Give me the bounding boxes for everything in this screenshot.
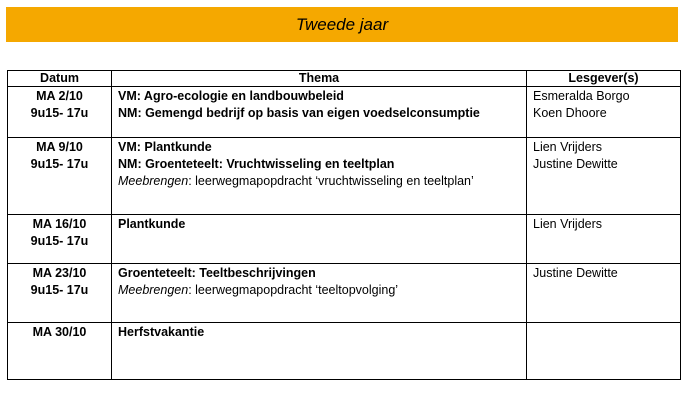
banner-title: Tweede jaar	[295, 14, 389, 34]
time-text: 9u15- 17u	[30, 234, 89, 248]
bring-line	[118, 282, 520, 299]
date-cell	[8, 87, 112, 138]
theme-cell	[112, 264, 527, 323]
teacher-name: Lien Vrijders	[533, 217, 603, 231]
theme-line: VM: Plantkunde	[118, 140, 212, 154]
teacher-cell	[527, 264, 681, 323]
date-text: MA 2/10	[36, 89, 83, 103]
teacher-cell	[527, 87, 681, 138]
date-text: MA 23/10	[32, 266, 87, 280]
bring-label: Meebrengen	[118, 283, 189, 297]
teacher-name: Lien Vrijders	[533, 140, 603, 154]
bring-line	[118, 173, 520, 190]
bring-label: Meebrengen	[118, 174, 189, 188]
bring-text: : leerwegmapopdracht ‘teeltopvolging’	[188, 283, 399, 297]
teacher-name: Justine Dewitte	[533, 266, 618, 280]
date-cell	[8, 323, 112, 380]
theme-line: NM: Groenteteelt: Vruchtwisseling en teeltplan	[118, 157, 395, 171]
teacher-cell	[527, 215, 681, 264]
teacher-name: Esmeralda Borgo	[533, 89, 630, 103]
date-cell	[8, 215, 112, 264]
table-row	[8, 87, 681, 138]
schedule-table	[7, 70, 681, 380]
theme-cell	[112, 323, 527, 380]
table-row	[8, 264, 681, 323]
teacher-cell	[527, 138, 681, 215]
theme-line: Groenteteelt: Teeltbeschrijvingen	[118, 266, 316, 280]
theme-cell	[112, 138, 527, 215]
time-text: 9u15- 17u	[30, 106, 89, 120]
table-row	[8, 215, 681, 264]
teacher-name: Justine Dewitte	[533, 157, 618, 171]
teacher-name: Koen Dhoore	[533, 106, 607, 120]
time-text: 9u15- 17u	[30, 283, 89, 297]
header-row	[8, 71, 681, 87]
theme-cell	[112, 215, 527, 264]
theme-line: Plantkunde	[118, 217, 186, 231]
bring-text: : leerwegmapopdracht ‘vruchtwisseling en teeltplan’	[188, 174, 474, 188]
date-text: MA 9/10	[36, 140, 83, 154]
header-theme: Thema	[112, 71, 527, 87]
table-row	[8, 323, 681, 380]
theme-line: Herfstvakantie	[118, 325, 205, 339]
header-date: Datum	[8, 71, 112, 87]
banner	[6, 7, 678, 42]
date-cell	[8, 264, 112, 323]
teacher-cell	[527, 323, 681, 380]
date-cell	[8, 138, 112, 215]
time-text: 9u15- 17u	[30, 157, 89, 171]
theme-line: NM: Gemengd bedrijf op basis van eigen voedselconsumptie	[118, 106, 480, 120]
date-text: MA 16/10	[32, 217, 87, 231]
table-row	[8, 138, 681, 215]
date-text: MA 30/10	[32, 325, 87, 339]
theme-line: VM: Agro-ecologie en landbouwbeleid	[118, 89, 344, 103]
theme-cell	[112, 87, 527, 138]
header-teacher: Lesgever(s)	[527, 71, 681, 87]
